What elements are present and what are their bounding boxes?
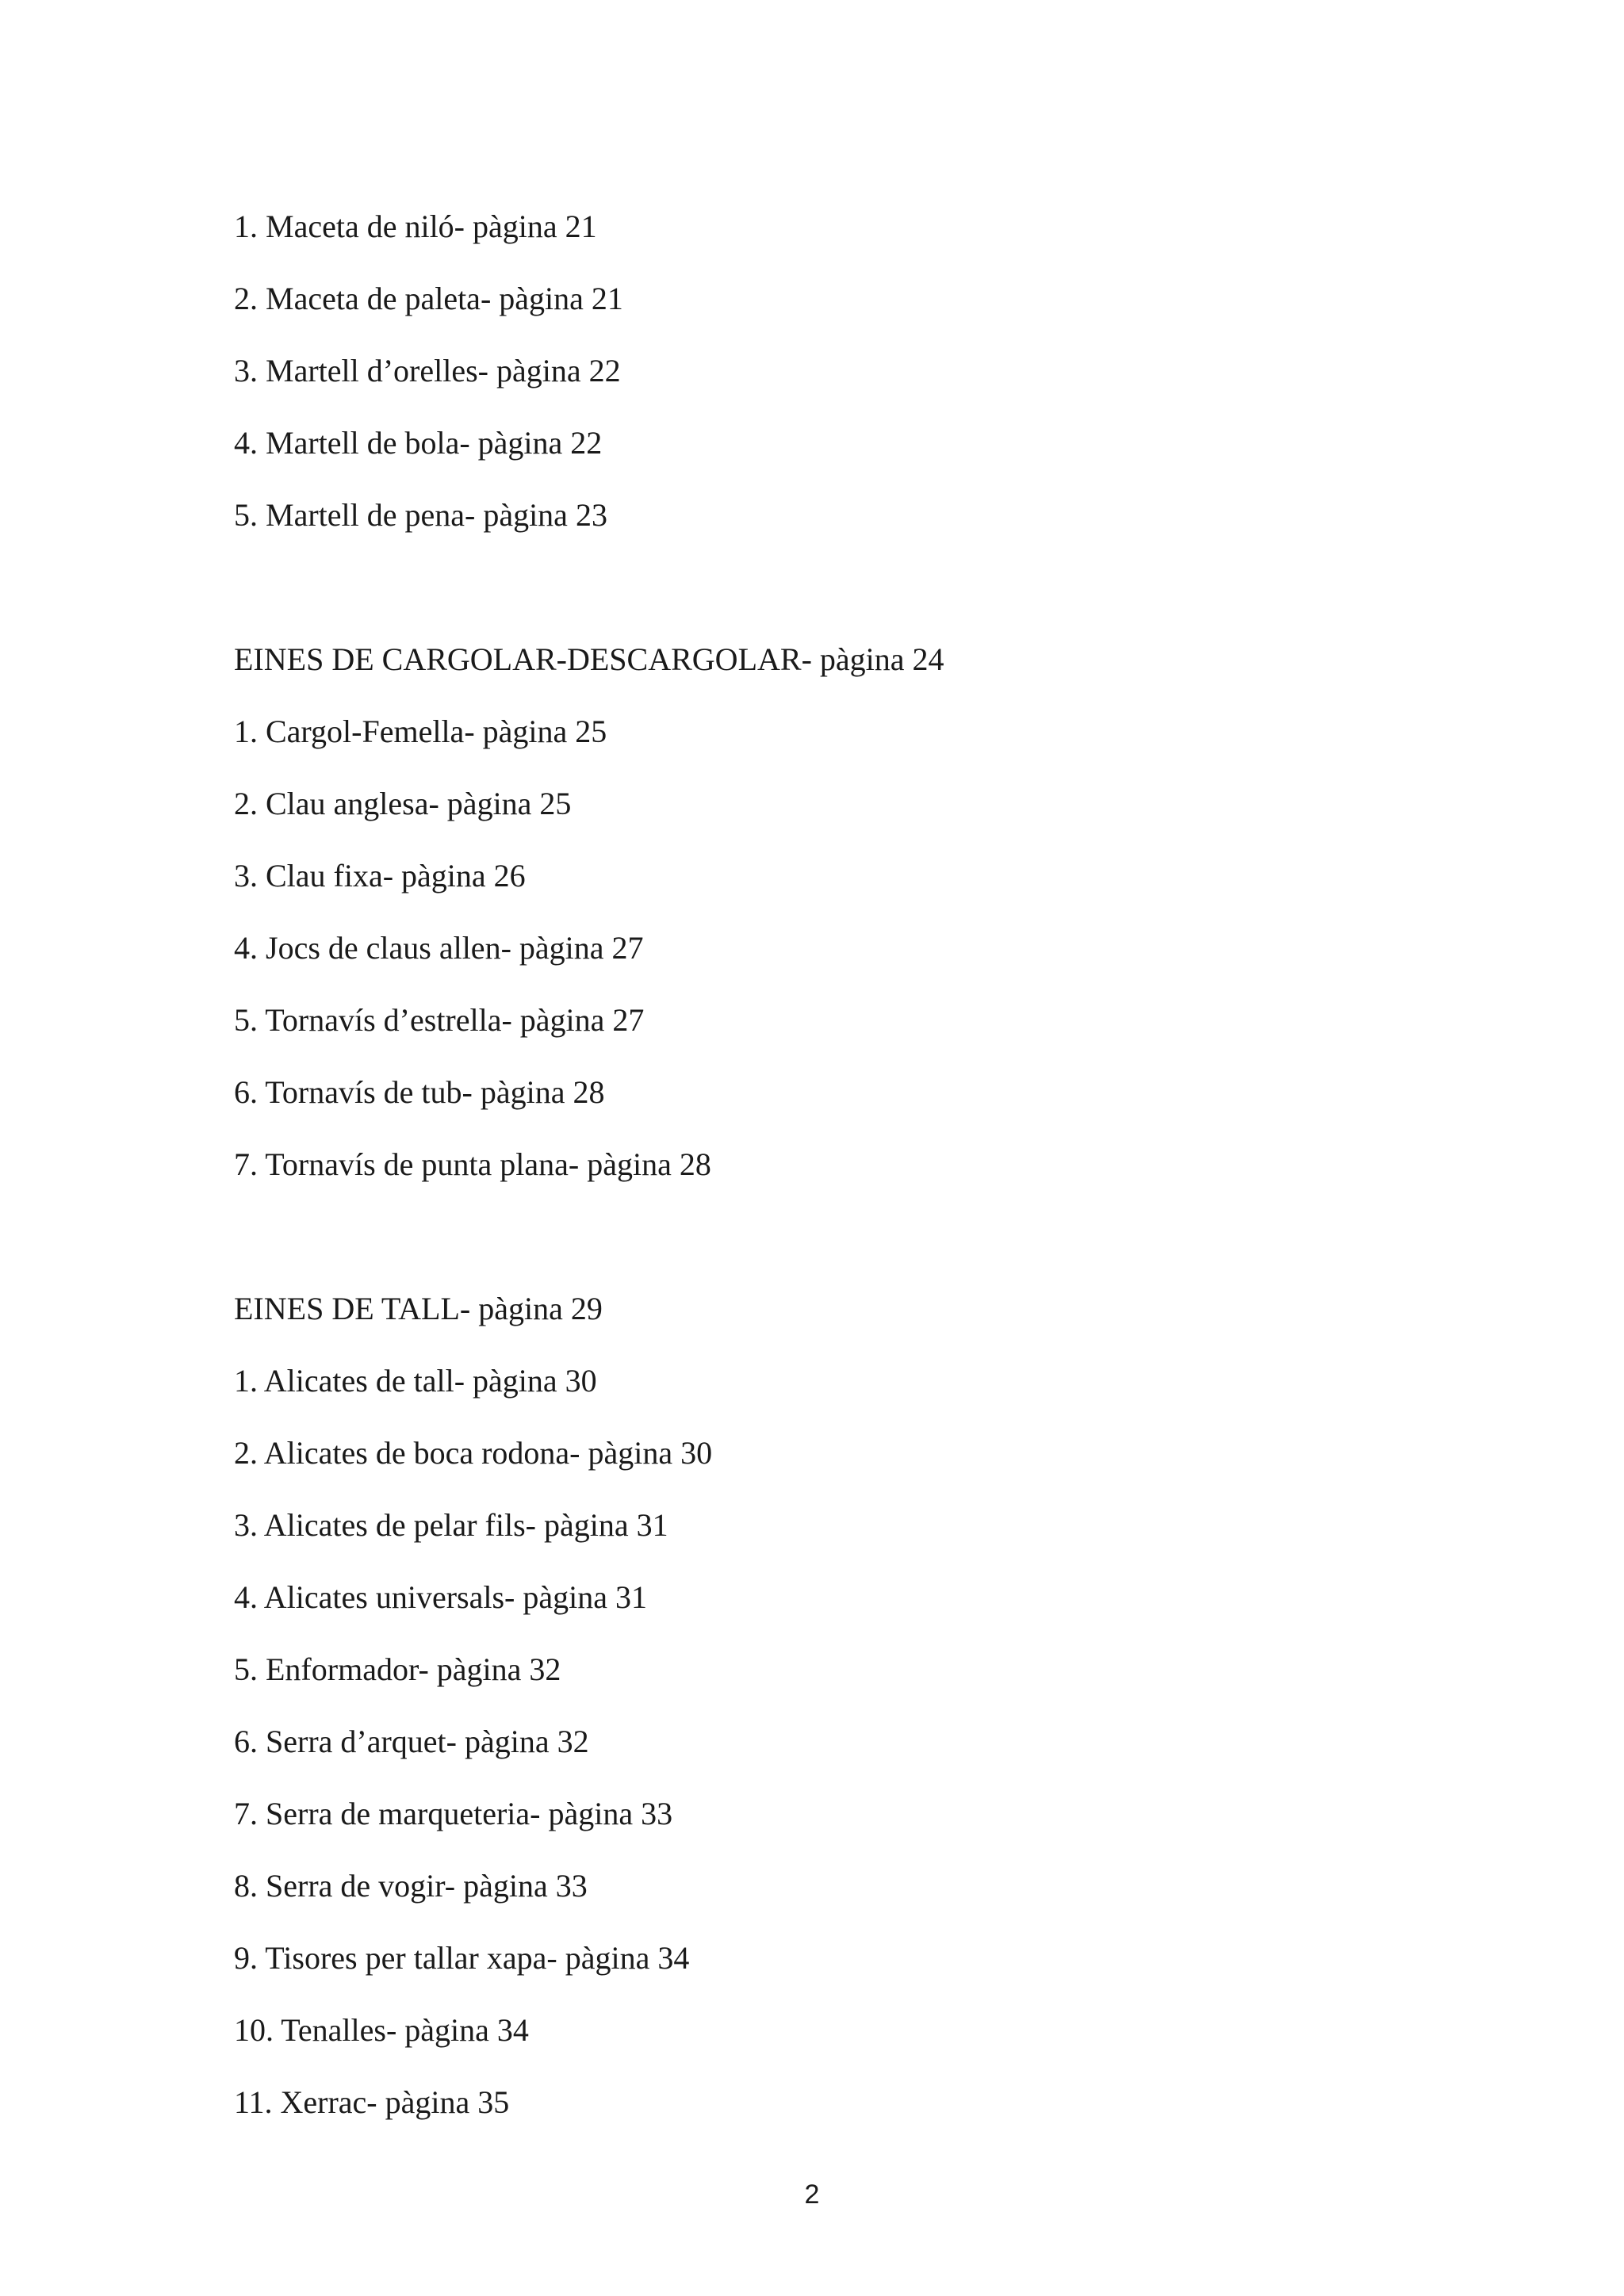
toc-group-cutting-tools bbox=[234, 1272, 1423, 2138]
table-of-contents bbox=[234, 190, 1423, 2138]
toc-entry: 5. Martell de pena- pàgina 23 bbox=[234, 497, 607, 533]
toc-entry: 10. Tenalles- pàgina 34 bbox=[234, 2012, 529, 2048]
toc-group-hammers bbox=[234, 190, 1423, 551]
toc-entry: 9. Tisores per tallar xapa- pàgina 34 bbox=[234, 1940, 690, 1976]
toc-entry: 3. Clau fixa- pàgina 26 bbox=[234, 858, 526, 894]
toc-entry: 6. Tornavís de tub- pàgina 28 bbox=[234, 1074, 605, 1110]
toc-entry: 7. Serra de marqueteria- pàgina 33 bbox=[234, 1796, 673, 1831]
toc-entry: 4. Martell de bola- pàgina 22 bbox=[234, 425, 603, 461]
toc-entry: 1. Maceta de niló- pàgina 21 bbox=[234, 209, 597, 244]
toc-entry: 2. Clau anglesa- pàgina 25 bbox=[234, 786, 572, 821]
toc-entry: 7. Tornavís de punta plana- pàgina 28 bbox=[234, 1146, 711, 1182]
toc-entry: 3. Alicates de pelar fils- pàgina 31 bbox=[234, 1507, 668, 1543]
page-number: 2 bbox=[804, 2179, 820, 2210]
toc-entry: 4. Jocs de claus allen- pàgina 27 bbox=[234, 930, 644, 966]
toc-entry: 1. Alicates de tall- pàgina 30 bbox=[234, 1363, 597, 1399]
toc-entry: 5. Tornavís d’estrella- pàgina 27 bbox=[234, 1002, 645, 1038]
toc-entry: 6. Serra d’arquet- pàgina 32 bbox=[234, 1724, 589, 1759]
section-spacer bbox=[234, 1200, 1423, 1272]
toc-entry: 2. Maceta de paleta- pàgina 21 bbox=[234, 281, 623, 316]
toc-section-heading: EINES DE CARGOLAR-DESCARGOLAR- pàgina 24 bbox=[234, 641, 944, 677]
toc-entry: 11. Xerrac- pàgina 35 bbox=[234, 2084, 510, 2120]
toc-entry: 8. Serra de vogir- pàgina 33 bbox=[234, 1868, 588, 1904]
toc-section-heading: EINES DE TALL- pàgina 29 bbox=[234, 1291, 603, 1326]
section-spacer bbox=[234, 551, 1423, 623]
toc-entry: 5. Enformador- pàgina 32 bbox=[234, 1651, 561, 1687]
toc-entry: 3. Martell d’orelles- pàgina 22 bbox=[234, 353, 621, 388]
toc-group-screwing-tools bbox=[234, 623, 1423, 1200]
toc-entry: 2. Alicates de boca rodona- pàgina 30 bbox=[234, 1435, 713, 1471]
toc-entry: 1. Cargol-Femella- pàgina 25 bbox=[234, 714, 607, 749]
toc-entry: 4. Alicates universals- pàgina 31 bbox=[234, 1579, 647, 1615]
